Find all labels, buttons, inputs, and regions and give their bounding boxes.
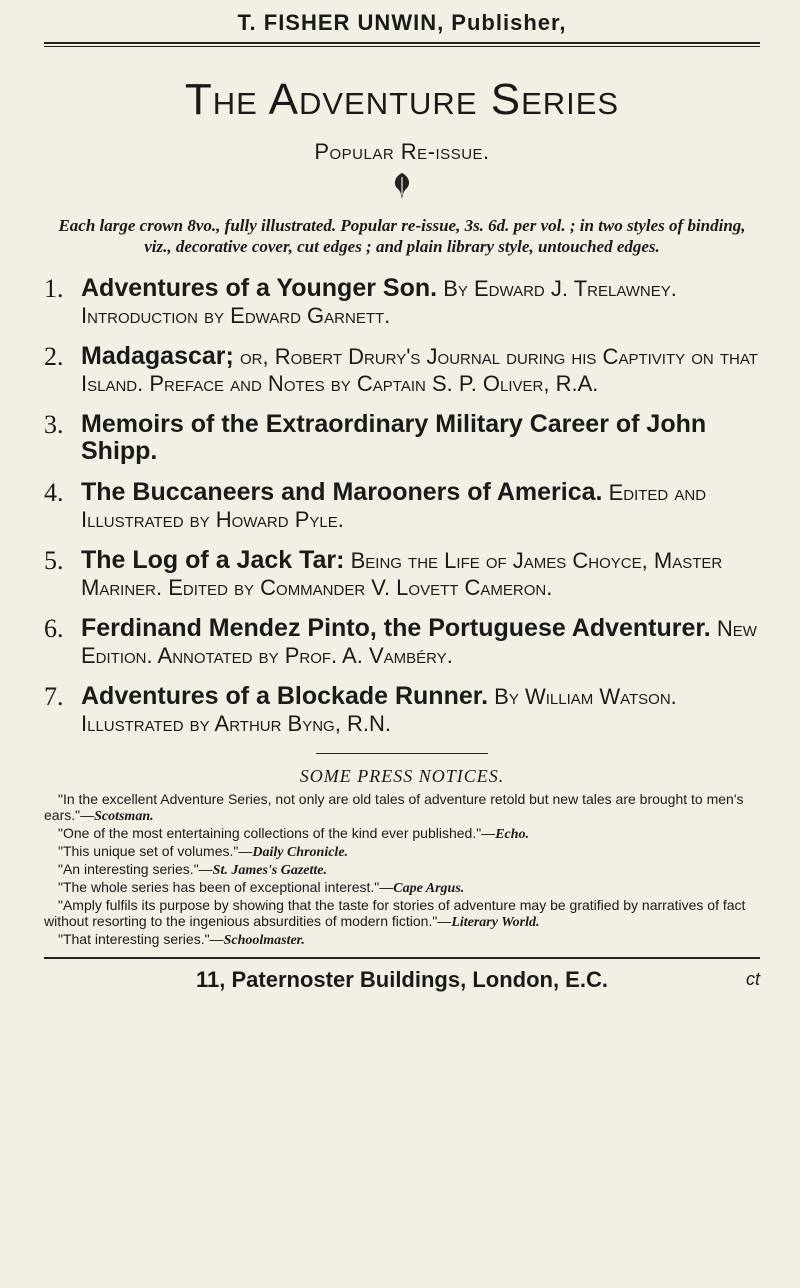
notice-quote: "An interesting series."— xyxy=(58,861,213,877)
press-notices xyxy=(44,791,760,949)
notice-quote: "This unique set of volumes."— xyxy=(58,843,253,859)
notice-quote: "Amply fulfils its purpose by showing that the taste for stories of adventure may be gratified by narratives of fact without resorting to the ingenious absurdities of modern fiction."— xyxy=(44,897,746,929)
notice-source: Scotsman. xyxy=(94,809,154,824)
notice-source: Echo. xyxy=(495,827,530,842)
book-details: Edited and Illustrated by Howard Pyle. xyxy=(81,480,707,532)
notice-source: Daily Chronicle. xyxy=(252,845,349,860)
intro-text: Each large crown 8vo., fully illustrated. Popular re-issue, 3s. 6d. per vol. ; in two styles of binding, viz., decorative cover, cut edges ; and plain library style, untouched edges. xyxy=(58,216,746,256)
book-details: Being the Life of James Choyce, Master Mariner. Edited by Commander V. Lovett Cameron. xyxy=(81,548,723,600)
book-number: 4. xyxy=(44,478,64,507)
press-notice xyxy=(44,861,760,879)
series-subtitle: Popular Re-issue. xyxy=(314,139,490,164)
header-rule xyxy=(44,42,760,47)
book-item xyxy=(44,615,760,669)
book-details: By William Watson. Illustrated by Arthur Byng, R.N. xyxy=(81,684,677,736)
book-title: Ferdinand Mendez Pinto, the Portuguese Adventurer. xyxy=(81,614,711,642)
leaf-ornament-svg xyxy=(390,171,414,201)
footer-rule xyxy=(44,957,760,959)
notice-source: St. James's Gazette. xyxy=(212,863,328,878)
book-list xyxy=(44,275,760,737)
book-details: New Edition. Annotated by Prof. A. Vambéry. xyxy=(81,616,757,668)
book-title: Memoirs of the Extraordinary Military Career of John Shipp. xyxy=(81,410,707,465)
page xyxy=(44,0,760,993)
notice-source: Schoolmaster. xyxy=(223,933,305,948)
press-notice xyxy=(44,879,760,897)
book-title: Adventures of a Blockade Runner. xyxy=(81,682,489,710)
book-number: 6. xyxy=(44,614,64,643)
publisher-address: 11, Paternoster Buildings, London, E.C. xyxy=(196,967,608,992)
notice-source: Cape Argus. xyxy=(393,881,465,896)
book-title: Madagascar; xyxy=(81,342,234,370)
series-title: The Adventure Series xyxy=(184,75,620,124)
press-notice xyxy=(44,897,760,931)
section-divider xyxy=(316,753,488,754)
book-title: Adventures of a Younger Son. xyxy=(81,274,438,302)
book-number: 2. xyxy=(44,342,64,371)
notice-quote: "That interesting series."— xyxy=(58,931,224,947)
book-number: 5. xyxy=(44,546,64,575)
book-details: or, Robert Drury's Journal during his Captivity on that Island. Preface and Notes by Captain S. P. Oliver, R.A. xyxy=(81,344,758,396)
book-item xyxy=(44,343,760,397)
book-number: 1. xyxy=(44,274,64,303)
press-notice xyxy=(44,791,760,825)
book-number: 3. xyxy=(44,410,64,439)
publisher-heading: T. FISHER UNWIN, Publisher, xyxy=(237,10,567,35)
notice-quote: "The whole series has been of exceptional interest."— xyxy=(58,879,394,895)
book-item xyxy=(44,547,760,601)
press-notice xyxy=(44,843,760,861)
book-number: 7. xyxy=(44,682,64,711)
book-item xyxy=(44,275,760,329)
book-title: The Log of a Jack Tar: xyxy=(81,546,345,574)
footer xyxy=(44,967,760,993)
notice-quote: "One of the most entertaining collections of the kind ever published."— xyxy=(58,825,496,841)
leaf-ornament-icon xyxy=(44,171,760,205)
book-title: The Buccaneers and Marooners of America. xyxy=(81,478,603,506)
press-notices-heading: SOME PRESS NOTICES. xyxy=(299,766,505,786)
book-item xyxy=(44,683,760,737)
notice-source: Literary World. xyxy=(451,915,540,930)
press-notice xyxy=(44,931,760,949)
book-details: By Edward J. Trelawney. Introduction by Edward Garnett. xyxy=(81,276,677,328)
book-item xyxy=(44,479,760,533)
notice-quote: "In the excellent Adventure Series, not only are old tales of adventure retold but new tales are brought to men's ears."— xyxy=(44,791,744,823)
press-notice xyxy=(44,825,760,843)
book-item xyxy=(44,411,760,465)
signature-code: ct xyxy=(745,969,760,989)
